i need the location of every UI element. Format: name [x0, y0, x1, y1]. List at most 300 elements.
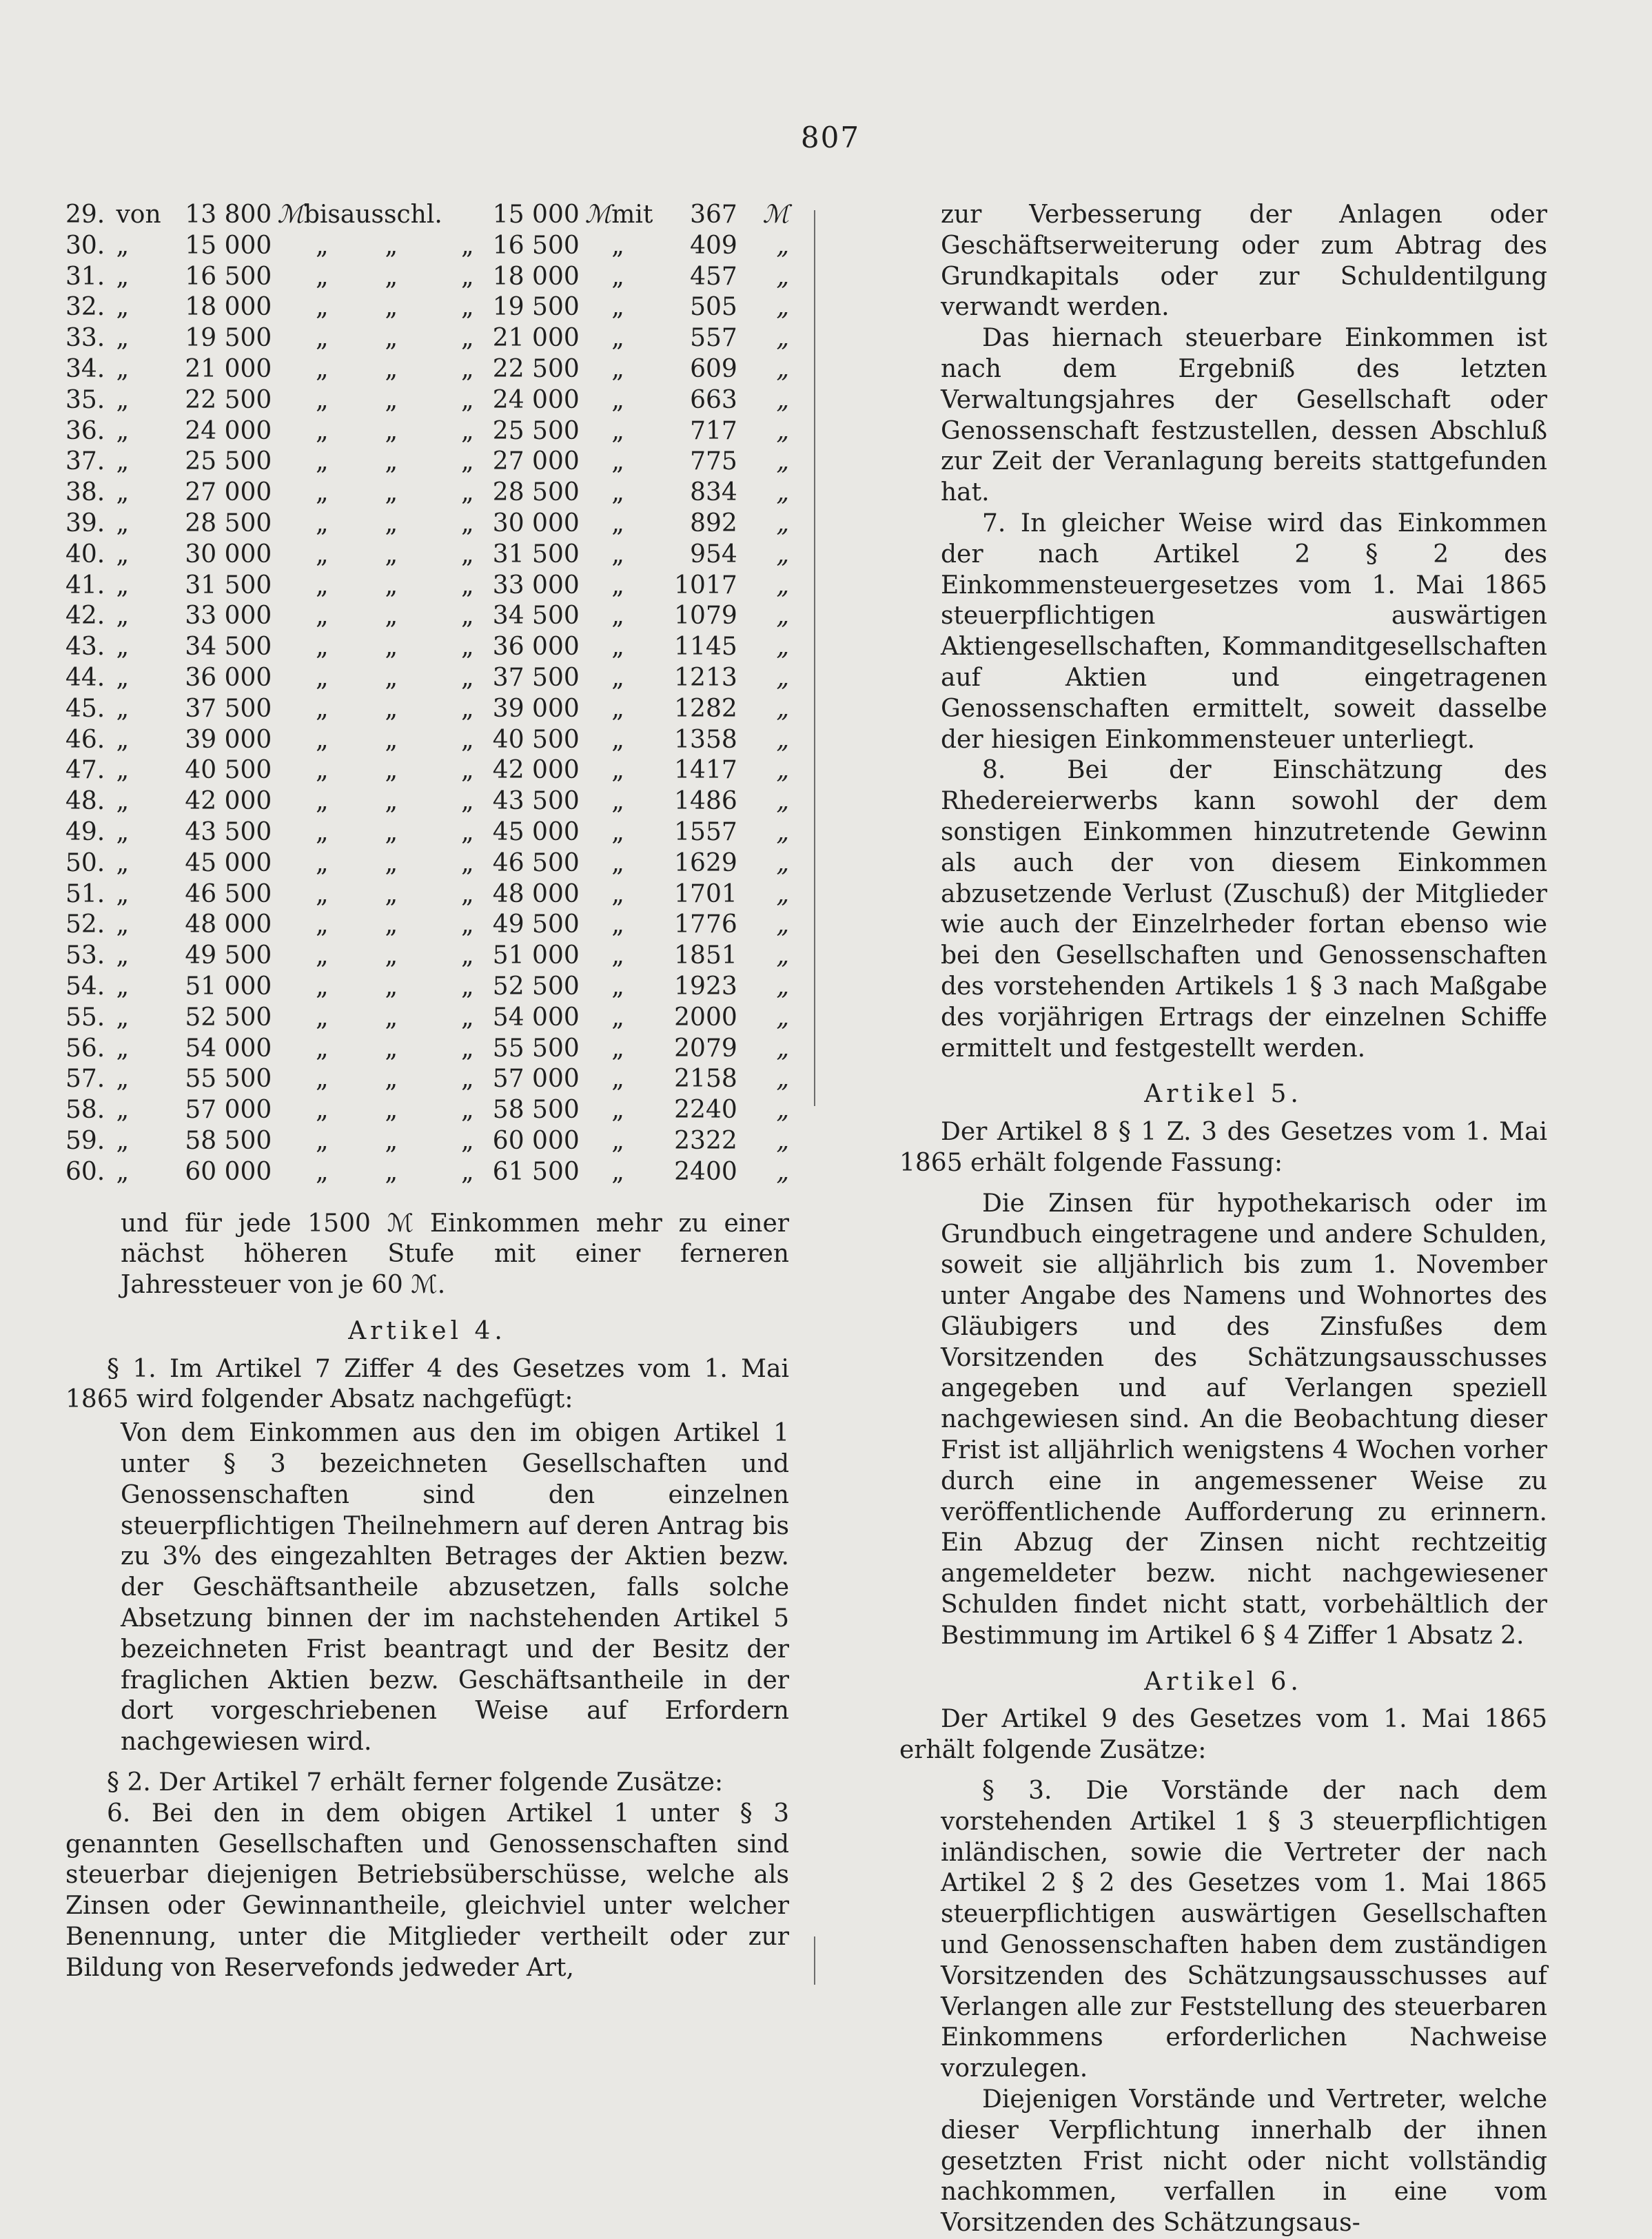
table-cell-q2: „ [385, 602, 398, 631]
table-cell-low: 18 000 [185, 293, 272, 322]
table-cell-cur2 [585, 755, 612, 786]
table-cell-unit: „ [776, 324, 789, 353]
table-cell-low: 25 500 [185, 447, 272, 476]
table-cell-q1: „ [316, 447, 329, 476]
table-cell-unit: „ [776, 354, 789, 383]
table-cell-mit: „ [611, 385, 624, 414]
table-cell-q2: „ [385, 725, 398, 754]
table-cell-q3: „ [460, 602, 474, 631]
table-cell-unit: „ [776, 385, 789, 414]
table-row [65, 817, 789, 848]
table-cell-q3: „ [460, 385, 474, 414]
table-row [65, 478, 789, 509]
column-divider [814, 210, 815, 1106]
table-cell-q1: „ [316, 941, 329, 970]
table-cell-num: 53. [65, 941, 105, 970]
table-cell-unit: „ [776, 1034, 789, 1063]
table-cell-unit: „ [776, 1065, 789, 1094]
table-cell-von: „ [116, 756, 130, 785]
table-cell-low: 52 500 [185, 1003, 272, 1032]
table-cell-low: 19 500 [185, 324, 272, 353]
table-cell-mit: „ [611, 354, 624, 383]
artikel-4-item-6: 6. Bei den in dem obigen Artikel 1 unter § 3 genannten Gesellschaften und Genossenschaften sind steuerbar diejenigen Betriebsüberschüsse, welche als Zinsen oder Gewinnantheile, gleichviel unter welcher Benennung, unter die Mitglieder vertheilt oder zur Bildung von Reservefonds jedweder Art, [65, 1799, 789, 1982]
table-row [65, 292, 789, 323]
table-cell-unit: „ [776, 262, 789, 291]
table-cell-unit: „ [776, 231, 789, 260]
table-cell-q3: „ [460, 540, 474, 569]
table-cell-von: „ [116, 633, 130, 662]
table-cell-cur [277, 1064, 304, 1095]
table-cell-cur [277, 786, 304, 817]
table-cell-cur2 [585, 292, 612, 323]
table-cell-unit: „ [776, 1003, 789, 1032]
table-cell-q3: „ [460, 787, 474, 816]
table-cell-cur2 [585, 540, 612, 571]
table-cell-von: „ [116, 509, 130, 538]
table-cell-von: „ [116, 879, 130, 908]
table-cell-low: 37 500 [185, 694, 272, 723]
table-cell-cur [277, 817, 304, 848]
table-cell-q1: „ [316, 1126, 329, 1155]
table-cell-q2: „ [385, 787, 398, 816]
table-cell-von: „ [116, 1126, 130, 1155]
table-cell-mit: „ [611, 972, 624, 1001]
table-cell-num: 54. [65, 972, 105, 1001]
table-cell-rate: 1629 [674, 848, 737, 877]
table-cell-q1: „ [316, 231, 329, 260]
table-cell-q3: „ [460, 231, 474, 260]
table-cell-q2: „ [385, 416, 398, 445]
table-cell-mit: „ [611, 416, 624, 445]
table-cell-low: 39 000 [185, 725, 272, 754]
table-row [65, 323, 789, 354]
table-cell-num: 44. [65, 663, 105, 692]
table-row [65, 231, 789, 262]
table-cell-cur [277, 540, 304, 571]
table-cell-rate: 717 [690, 416, 737, 445]
table-cell-cur2 [585, 1095, 612, 1126]
table-cell-cur [277, 509, 304, 540]
right-column [899, 200, 1547, 2238]
table-cell-rate: 1923 [674, 972, 737, 1001]
table-cell-q3: „ [460, 1065, 474, 1094]
table-cell-mit: „ [611, 602, 624, 631]
table-cell-cur [277, 1034, 304, 1065]
table-cell-unit: „ [776, 756, 789, 785]
table-cell-von: „ [116, 848, 130, 877]
table-cell-q2: „ [385, 633, 398, 662]
table-cell-cur2 [585, 786, 612, 817]
table-row [65, 200, 789, 231]
table-cell-q3: „ [460, 817, 474, 846]
table-cell-q3: „ [460, 756, 474, 785]
table-cell-q3: „ [460, 725, 474, 754]
artikel-5-heading: Artikel 5. [1144, 1080, 1303, 1109]
table-cell-von: „ [116, 602, 130, 631]
table-cell-unit: „ [776, 447, 789, 476]
table-cell-unit: „ [776, 478, 789, 507]
table-cell-mit: „ [611, 787, 624, 816]
table-cell-q1: „ [316, 972, 329, 1001]
table-cell-q2: „ [385, 509, 398, 538]
table-cell-num: 56. [65, 1034, 105, 1063]
table-cell-cur2 [585, 910, 612, 941]
table-cell-cur2 [585, 1126, 612, 1157]
table-cell-q2: „ [385, 817, 398, 846]
table-cell-q1: „ [316, 1096, 329, 1125]
table-cell-cur [277, 1157, 304, 1188]
table-cell-cur: ℳ [277, 201, 304, 229]
table-cell-von: „ [116, 540, 130, 569]
table-cell-q3: „ [460, 1003, 474, 1032]
table-cell-low: 16 500 [185, 262, 272, 291]
table-cell-cur [277, 601, 304, 632]
tax-table-body [65, 200, 789, 1188]
table-cell-von: „ [116, 787, 130, 816]
table-cell-mit: „ [611, 941, 624, 970]
table-cell-q3: „ [460, 694, 474, 723]
table-cell-rate: 1486 [674, 787, 737, 816]
table-cell-low: 28 500 [185, 509, 272, 538]
table-cell-cur [277, 632, 304, 663]
table-cell-mit: „ [611, 1065, 624, 1094]
table-cell-unit: „ [776, 910, 789, 939]
table-cell-num: 31. [65, 262, 105, 291]
table-cell-von: „ [116, 416, 130, 445]
table-cell-q2: „ [385, 879, 398, 908]
table-cell-high: 25 500 [492, 416, 580, 445]
table-row [65, 1126, 789, 1157]
table-cell-num: 46. [65, 725, 105, 754]
table-cell-q1: „ [316, 293, 329, 322]
table-cell-unit: „ [776, 1096, 789, 1125]
table-cell-von: „ [116, 817, 130, 846]
table-cell-q2: „ [385, 1096, 398, 1125]
table-row [65, 416, 789, 447]
table-cell-q1: „ [316, 509, 329, 538]
artikel-5-intro: Der Artikel 8 § 1 Z. 3 des Gesetzes vom 1. Mai 1865 erhält folgende Fassung: [899, 1118, 1547, 1177]
table-cell-cur2 [585, 725, 612, 756]
table-cell-von: „ [116, 972, 130, 1001]
table-cell-high: 15 000 [492, 201, 580, 229]
table-cell-num: 38. [65, 478, 105, 507]
table-row [65, 354, 789, 385]
table-cell-low: 49 500 [185, 941, 272, 970]
table-cell-high: 37 500 [492, 663, 580, 692]
table-cell-q1: „ [316, 602, 329, 631]
table-cell-q2: „ [385, 1065, 398, 1094]
table-cell-cur [277, 725, 304, 756]
table-cell-cur [277, 941, 304, 972]
table-cell-q2: „ [385, 848, 398, 877]
table-cell-q2: „ [385, 571, 398, 600]
table-cell-q2: ausschl. [340, 201, 442, 229]
table-cell-mit: „ [611, 1096, 624, 1125]
item-8: 8. Bei der Einschätzung des Rhedereierwerbs kann sowohl der dem sonstigen Einkommen hinzutretende Gewinn als auch der von diesem Einkommen abzusetzende Verlust (Zuschuß) der Mitglieder wie auch der Einzelrheder fortan ebenso wie bei den Gesellschaften und Genossenschaften des vorstehenden Artikels 1 § 3 nach Maßgabe des vorjährigen Ertrags der einzelnen Schiffe ermittelt und festgestellt werden. [941, 756, 1547, 1063]
table-cell-q1: „ [316, 756, 329, 785]
table-row [65, 1095, 789, 1126]
table-cell-cur2 [585, 385, 612, 416]
table-cell-q1: „ [316, 385, 329, 414]
table-cell-num: 41. [65, 571, 105, 600]
continued-text-1: zur Verbesserung der Anlagen oder Geschäftserweiterung oder zum Abtrag des Grundkapitals oder zur Schuldentilgung verwandt werden. [941, 201, 1547, 322]
table-cell-q2: „ [385, 478, 398, 507]
table-cell-cur2 [585, 447, 612, 478]
table-row [65, 509, 789, 540]
table-cell-low: 58 500 [185, 1126, 272, 1155]
artikel-4-para-1-quote: Von dem Einkommen aus den im obigen Artikel 1 unter § 3 bezeichneten Gesellschaften und Genossenschaften sind den einzelnen steuerpflichtigen Theilnehmern auf deren Antrag bis zu 3% des eingezahlten Betrages der Aktien bezw. der Geschäftsantheile abzusetzen, falls solche Absetzung binnen der im nachstehenden Artikel 5 bezeichneten Frist beantragt und der Besitz der fraglichen Aktien bezw. Geschäftsantheile in der dort vorgeschriebenen Weise auf Erfordern nachgewiesen wird. [121, 1419, 789, 1757]
table-cell-q1: „ [316, 633, 329, 662]
table-cell-cur2 [585, 231, 612, 262]
table-cell-q1: bis [303, 201, 340, 229]
table-cell-q3: „ [460, 447, 474, 476]
table-row [65, 879, 789, 910]
table-cell-unit: „ [776, 416, 789, 445]
table-row [65, 571, 789, 602]
table-row [65, 1157, 789, 1188]
table-cell-q1: „ [316, 262, 329, 291]
table-cell-mit: „ [611, 817, 624, 846]
table-cell-q2: „ [385, 385, 398, 414]
table-cell-von: „ [116, 1034, 130, 1063]
table-cell-von: „ [116, 478, 130, 507]
table-cell-mit: „ [611, 910, 624, 939]
table-cell-cur [277, 478, 304, 509]
table-cell-low: 55 500 [185, 1065, 272, 1094]
table-cell-low: 46 500 [185, 879, 272, 908]
table-cell-low: 30 000 [185, 540, 272, 569]
table-cell-cur2 [585, 478, 612, 509]
table-cell-low: 45 000 [185, 848, 272, 877]
table-cell-high: 27 000 [492, 447, 580, 476]
table-cell-num: 35. [65, 385, 105, 414]
table-cell-mit: „ [611, 447, 624, 476]
table-cell-q2: „ [385, 1126, 398, 1155]
table-cell-mit: „ [611, 509, 624, 538]
column-divider-lower [814, 1936, 815, 1985]
table-cell-cur [277, 416, 304, 447]
table-cell-cur [277, 323, 304, 354]
table-cell-num: 29. [65, 201, 105, 229]
table-cell-cur2 [585, 354, 612, 385]
table-cell-mit: „ [611, 694, 624, 723]
table-cell-unit: „ [776, 602, 789, 631]
table-cell-num: 32. [65, 293, 105, 322]
table-cell-von: „ [116, 1096, 130, 1125]
table-cell-high: 45 000 [492, 817, 580, 846]
table-cell-cur [277, 755, 304, 786]
table-cell-von: „ [116, 571, 130, 600]
table-cell-von: „ [116, 1157, 130, 1186]
table-cell-q3 [442, 200, 493, 231]
table-cell-q2: „ [385, 910, 398, 939]
table-row [65, 632, 789, 663]
table-cell-rate: 1358 [674, 725, 737, 754]
table-cell-rate: 557 [690, 324, 737, 353]
table-row [65, 385, 789, 416]
table-cell-q3: „ [460, 571, 474, 600]
table-cell-rate: 1079 [674, 602, 737, 631]
table-cell-cur [277, 292, 304, 323]
table-cell-num: 57. [65, 1065, 105, 1094]
table-cell-mit: „ [611, 293, 624, 322]
table-cell-mit: „ [611, 725, 624, 754]
table-cell-cur2 [585, 1064, 612, 1095]
table-cell-low: 42 000 [185, 787, 272, 816]
table-cell-q2: „ [385, 231, 398, 260]
table-cell-mit: „ [611, 633, 624, 662]
after-table-text: und für jede 1500 ℳ Einkommen mehr zu einer nächst höheren Stufe mit einer ferneren Jahressteuer von je 60 ℳ. [121, 1209, 789, 1300]
table-cell-rate: 892 [690, 509, 737, 538]
table-cell-low: 15 000 [185, 231, 272, 260]
table-cell-num: 59. [65, 1126, 105, 1155]
table-cell-rate: 1282 [674, 694, 737, 723]
table-cell-unit: „ [776, 972, 789, 1001]
table-cell-cur2 [585, 694, 612, 725]
table-cell-high: 21 000 [492, 324, 580, 353]
table-cell-num: 43. [65, 633, 105, 662]
table-cell-cur [277, 262, 304, 293]
table-cell-high: 52 500 [492, 972, 580, 1001]
table-row [65, 694, 789, 725]
table-cell-high: 51 000 [492, 941, 580, 970]
table-cell-high: 40 500 [492, 725, 580, 754]
table-cell-cur2 [585, 1003, 612, 1034]
table-cell-low: 36 000 [185, 663, 272, 692]
table-cell-cur [277, 663, 304, 694]
table-cell-q1: „ [316, 478, 329, 507]
table-cell-num: 42. [65, 602, 105, 631]
table-cell-high: 18 000 [492, 262, 580, 291]
table-cell-rate: 1557 [674, 817, 737, 846]
table-cell-num: 52. [65, 910, 105, 939]
table-cell-von: „ [116, 262, 130, 291]
table-cell-high: 24 000 [492, 385, 580, 414]
table-cell-low: 31 500 [185, 571, 272, 600]
table-cell-num: 58. [65, 1096, 105, 1125]
table-cell-low: 48 000 [185, 910, 272, 939]
table-row [65, 540, 789, 571]
table-cell-num: 40. [65, 540, 105, 569]
table-cell-mit: „ [611, 571, 624, 600]
table-cell-q2: „ [385, 1003, 398, 1032]
table-cell-unit: „ [776, 1157, 789, 1186]
table-cell-mit: „ [611, 231, 624, 260]
table-cell-q3: „ [460, 509, 474, 538]
table-cell-low: 22 500 [185, 385, 272, 414]
table-cell-cur2 [585, 817, 612, 848]
table-cell-q2: „ [385, 262, 398, 291]
table-cell-high: 48 000 [492, 879, 580, 908]
table-cell-high: 49 500 [492, 910, 580, 939]
table-cell-q2: „ [385, 293, 398, 322]
table-cell-q3: „ [460, 663, 474, 692]
table-cell-q1: „ [316, 725, 329, 754]
table-cell-num: 47. [65, 756, 105, 785]
table-cell-num: 39. [65, 509, 105, 538]
table-cell-von: von [116, 201, 161, 229]
artikel-6-intro: Der Artikel 9 des Gesetzes vom 1. Mai 1865 erhält folgende Zusätze: [899, 1705, 1547, 1765]
table-cell-low: 51 000 [185, 972, 272, 1001]
table-cell-rate: 609 [690, 354, 737, 383]
table-cell-q3: „ [460, 910, 474, 939]
table-cell-unit: „ [776, 293, 789, 322]
table-cell-cur2 [585, 632, 612, 663]
table-cell-q1: „ [316, 787, 329, 816]
table-cell-high: 33 000 [492, 571, 580, 600]
table-cell-rate: 663 [690, 385, 737, 414]
table-cell-q1: „ [316, 1034, 329, 1063]
table-cell-cur [277, 571, 304, 602]
table-cell-low: 21 000 [185, 354, 272, 383]
table-cell-q2: „ [385, 663, 398, 692]
table-row [65, 663, 789, 694]
table-cell-unit: ℳ [762, 201, 789, 229]
table-cell-cur [277, 1126, 304, 1157]
table-cell-rate: 409 [690, 231, 737, 260]
table-row [65, 941, 789, 972]
table-cell-q3: „ [460, 262, 474, 291]
table-cell-q2: „ [385, 1034, 398, 1063]
artikel-4-para-2-intro: § 2. Der Artikel 7 erhält ferner folgende Zusätze: [107, 1768, 724, 1797]
table-cell-rate: 2079 [674, 1034, 737, 1063]
table-cell-q1: „ [316, 354, 329, 383]
table-cell-cur2 [585, 416, 612, 447]
table-cell-von: „ [116, 694, 130, 723]
table-cell-low: 24 000 [185, 416, 272, 445]
table-cell-unit: „ [776, 571, 789, 600]
table-cell-von: „ [116, 663, 130, 692]
page-number: 807 [800, 121, 861, 154]
table-cell-q2: „ [385, 756, 398, 785]
table-cell-rate: 1213 [674, 663, 737, 692]
table-cell-high: 60 000 [492, 1126, 580, 1155]
artikel-6-heading: Artikel 6. [1144, 1667, 1303, 1696]
table-cell-low: 13 800 [185, 201, 272, 229]
table-cell-num: 55. [65, 1003, 105, 1032]
table-cell-cur2 [585, 941, 612, 972]
table-cell-q1: „ [316, 1003, 329, 1032]
table-cell-rate: 954 [690, 540, 737, 569]
table-cell-q1: „ [316, 1157, 329, 1186]
table-cell-mit: „ [611, 848, 624, 877]
table-cell-q2: „ [385, 540, 398, 569]
table-cell-low: 43 500 [185, 817, 272, 846]
table-cell-num: 37. [65, 447, 105, 476]
table-cell-q1: „ [316, 540, 329, 569]
table-cell-num: 49. [65, 817, 105, 846]
table-cell-q3: „ [460, 848, 474, 877]
table-cell-cur2 [585, 1157, 612, 1188]
artikel-5-quote: Die Zinsen für hypothekarisch oder im Grundbuch eingetragene und andere Schulden, soweit sie alljährlich bis zum 1. November unter Angabe des Namens und Wohnortes des Gläubigers und des Zinsfußes dem Vorsitzenden des Schätzungsausschusses angegeben und auf Verlangen speziell nachgewiesen sind. An die Beobachtung dieser Frist ist alljährlich wenigstens 4 Wochen vorher durch eine in angemessener Weise zu veröffentlichende Aufforderung zu erinnern. Ein Abzug der Zinsen nicht rechtzeitig angemeldeter bezw. nicht nachgewiesener Schulden findet nicht statt, vorbehältlich der Bestimmung im Artikel 6 § 4 Ziffer 1 Absatz 2. [941, 1189, 1547, 1650]
table-cell-rate: 1701 [674, 879, 737, 908]
table-cell-q1: „ [316, 1065, 329, 1094]
table-cell-num: 50. [65, 848, 105, 877]
table-cell-unit: „ [776, 633, 789, 662]
table-cell-unit: „ [776, 725, 789, 754]
table-cell-q3: „ [460, 941, 474, 970]
table-cell-cur [277, 385, 304, 416]
table-cell-high: 34 500 [492, 602, 580, 631]
table-cell-rate: 1417 [674, 756, 737, 785]
table-cell-q3: „ [460, 879, 474, 908]
table-cell-cur2: ℳ [584, 201, 612, 229]
table-cell-rate: 2000 [674, 1003, 737, 1032]
table-row [65, 447, 789, 478]
table-cell-rate: 2158 [674, 1065, 737, 1094]
table-cell-low: 33 000 [185, 602, 272, 631]
table-cell-unit: „ [776, 1126, 789, 1155]
